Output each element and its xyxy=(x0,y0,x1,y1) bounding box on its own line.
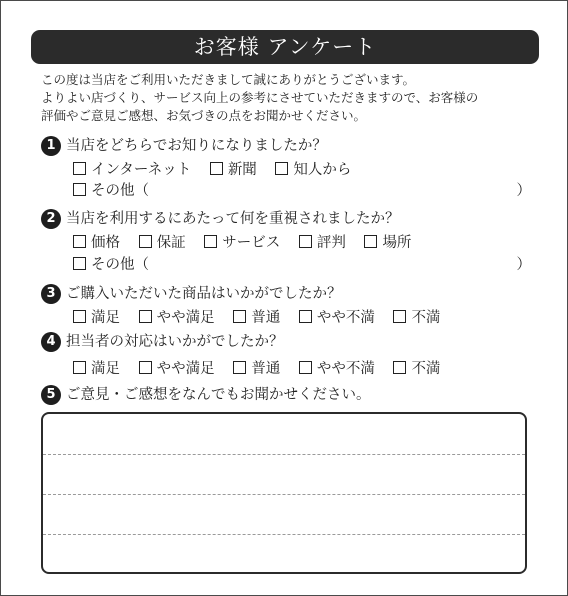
option-label: 不満 xyxy=(411,310,441,326)
checkbox[interactable] xyxy=(73,257,86,270)
option-somewhat-satisfied[interactable] xyxy=(139,308,215,328)
question-text: 当店を利用するにあたって何を重視されましたか？ xyxy=(66,211,400,227)
question-text: 担当者の対応はいかがでしたか？ xyxy=(66,334,284,350)
option-dissatisfied[interactable] xyxy=(393,308,440,328)
question-number-badge: 1 xyxy=(41,136,61,156)
option-somewhat-dissatisfied[interactable] xyxy=(299,359,375,379)
option-service[interactable] xyxy=(204,233,280,253)
checkbox[interactable] xyxy=(393,310,406,323)
question-text: 当店をどちらでお知りになりましたか？ xyxy=(66,138,327,154)
option-satisfied[interactable] xyxy=(73,308,120,328)
option-warranty[interactable] xyxy=(139,233,186,253)
option-location[interactable] xyxy=(364,233,411,253)
option-label: 保証 xyxy=(156,235,186,251)
question-2-options xyxy=(73,233,425,253)
question-number-badge: 2 xyxy=(41,209,61,229)
question-number-badge: 4 xyxy=(41,332,61,352)
option-label: やや満足 xyxy=(156,310,215,326)
question-number-badge: 5 xyxy=(41,385,61,405)
intro-line: よりよい店づくり、サービス向上の参考にさせていただきますので、お客様の xyxy=(41,90,479,105)
option-label: インターネット xyxy=(91,162,192,178)
option-somewhat-dissatisfied[interactable] xyxy=(299,308,375,328)
checkbox[interactable] xyxy=(73,235,86,248)
checkbox[interactable] xyxy=(299,310,312,323)
question-1-other[interactable] xyxy=(73,181,531,201)
question-5 xyxy=(41,385,541,405)
checkbox[interactable] xyxy=(210,162,223,175)
intro-line: 評価やご意見ご感想、お気づきの点をお聞かせください。 xyxy=(41,108,367,123)
option-neutral[interactable] xyxy=(233,359,280,379)
option-somewhat-satisfied[interactable] xyxy=(139,359,215,379)
checkbox[interactable] xyxy=(73,162,86,175)
option-newspaper[interactable] xyxy=(210,160,257,180)
checkbox[interactable] xyxy=(139,310,152,323)
checkbox[interactable] xyxy=(364,235,377,248)
question-text: ご購入いただいた商品はいかがでしたか？ xyxy=(66,286,342,302)
question-2 xyxy=(41,209,541,229)
option-label: 満足 xyxy=(91,361,120,377)
intro-text xyxy=(41,71,541,125)
checkbox[interactable] xyxy=(233,310,246,323)
other-label: その他（ xyxy=(91,257,149,273)
comment-box[interactable] xyxy=(41,412,527,574)
question-3-options xyxy=(73,308,454,328)
option-label: 普通 xyxy=(251,310,281,326)
other-close-paren: ） xyxy=(516,257,531,273)
checkbox[interactable] xyxy=(73,361,86,374)
question-1 xyxy=(41,136,541,156)
checkbox[interactable] xyxy=(299,235,312,248)
question-text: ご意見・ご感想をなんでもお聞かせください。 xyxy=(66,387,371,403)
checkbox[interactable] xyxy=(233,361,246,374)
question-2-other[interactable] xyxy=(73,255,531,275)
intro-line: この度は当店をご利用いただきまして誠にありがとうございます。 xyxy=(41,72,416,87)
option-label: やや満足 xyxy=(156,361,215,377)
checkbox[interactable] xyxy=(204,235,217,248)
question-3 xyxy=(41,284,541,304)
option-label: 知人から xyxy=(293,162,352,178)
other-label: その他（ xyxy=(91,183,149,199)
option-label: 満足 xyxy=(91,310,120,326)
option-label: 不満 xyxy=(411,361,441,377)
question-4 xyxy=(41,332,541,352)
option-label: やや不満 xyxy=(316,361,375,377)
checkbox[interactable] xyxy=(299,361,312,374)
option-label: 評判 xyxy=(316,235,346,251)
checkbox[interactable] xyxy=(73,183,86,196)
survey-title: お客様 アンケート xyxy=(31,30,539,64)
option-price[interactable] xyxy=(73,233,120,253)
option-satisfied[interactable] xyxy=(73,359,120,379)
checkbox[interactable] xyxy=(139,361,152,374)
option-dissatisfied[interactable] xyxy=(393,359,440,379)
writing-guide-line xyxy=(43,534,525,535)
option-label: サービス xyxy=(222,235,281,251)
checkbox[interactable] xyxy=(275,162,288,175)
question-1-options xyxy=(73,160,365,180)
option-reputation[interactable] xyxy=(299,233,346,253)
question-4-options xyxy=(73,359,454,379)
option-label: やや不満 xyxy=(316,310,375,326)
question-number-badge: 3 xyxy=(41,284,61,304)
option-label: 普通 xyxy=(251,361,281,377)
checkbox[interactable] xyxy=(73,310,86,323)
option-neutral[interactable] xyxy=(233,308,280,328)
writing-guide-line xyxy=(43,494,525,495)
checkbox[interactable] xyxy=(139,235,152,248)
option-acquaintance[interactable] xyxy=(275,160,351,180)
other-close-paren: ） xyxy=(516,183,531,199)
option-label: 新聞 xyxy=(227,162,257,178)
option-label: 場所 xyxy=(382,235,412,251)
writing-guide-line xyxy=(43,454,525,455)
option-internet[interactable] xyxy=(73,160,191,180)
checkbox[interactable] xyxy=(393,361,406,374)
option-label: 価格 xyxy=(91,235,120,251)
